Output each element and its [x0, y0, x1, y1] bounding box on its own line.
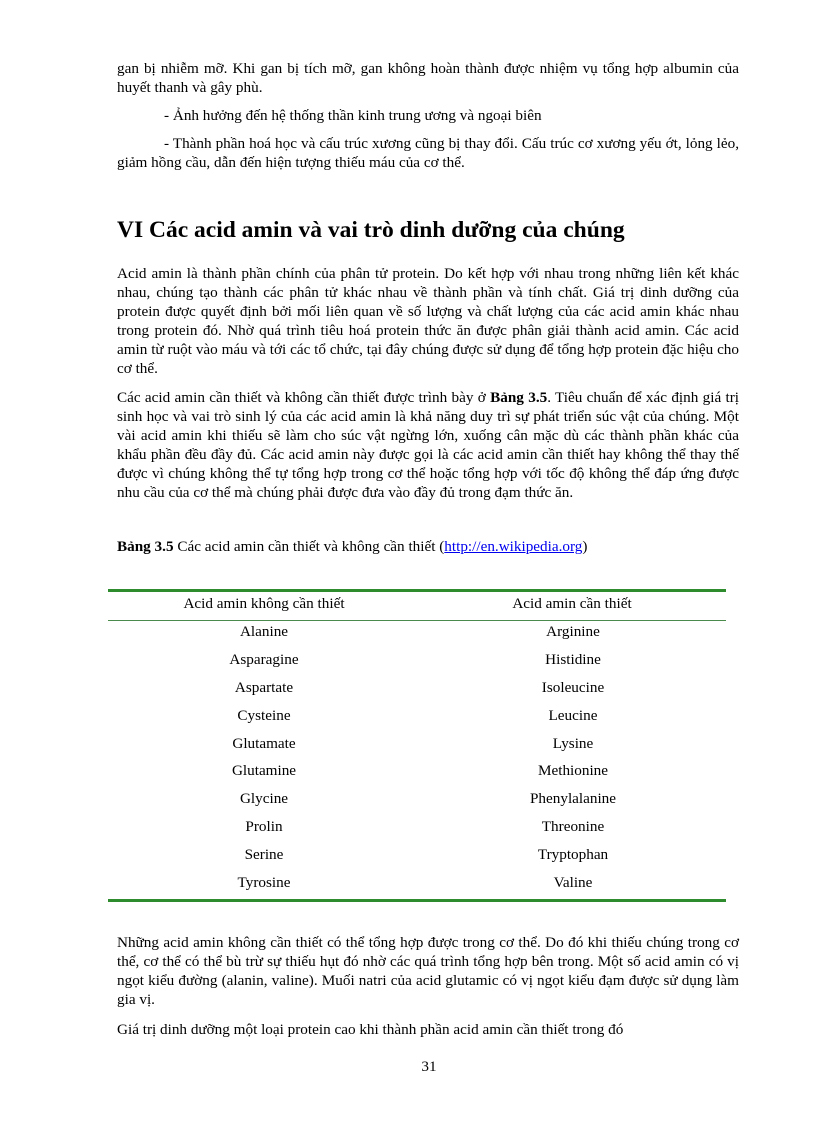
nonessential-cell: Aspartate	[234, 678, 294, 696]
essential-cell: Valine	[553, 874, 593, 892]
table-bottom-rule	[108, 899, 726, 902]
essential-cell: Leucine	[548, 706, 598, 724]
table-caption-close: )	[582, 538, 588, 555]
essential-cell: Methionine	[537, 762, 609, 780]
nonessential-cell: Asparagine	[229, 650, 299, 668]
essential-cell: Histidine	[545, 650, 601, 668]
table-caption-text: Các acid amin cần thiết và không cần thiết (	[173, 538, 445, 555]
nonessential-cell: Serine	[244, 846, 284, 864]
nonessential-cell: Prolin	[245, 818, 283, 836]
table-row	[108, 845, 726, 873]
table-row	[108, 622, 726, 650]
paragraph-nonessential-synthesis: Những acid amin không cần thiết có thể tổng hợp được trong cơ thể. Do đó khi thiếu chúng trong cơ thể, cơ thể có thể bù trừ sự thiếu hụt đó nhờ các quá trình tổng hợp bên trong. Một số acid amin có vị ngọt kiểu đường (alanin, valine). Muối natri của acid glutamic có vị ngọt kiểu đạm được sử dụng làm gia vị.	[117, 934, 739, 1008]
paragraph-liver: gan bị nhiễm mỡ. Khi gan bị tích mỡ, gan không hoàn thành được nhiệm vụ tổng hợp albumin của huyết thanh và gây phù.	[117, 60, 739, 96]
table-row	[108, 650, 726, 678]
nonessential-cell: Glycine	[239, 790, 289, 808]
table-top-rule	[108, 589, 726, 592]
table-row	[108, 789, 726, 817]
table-row	[108, 678, 726, 706]
table-row	[108, 706, 726, 734]
table-caption-label: Bảng 3.5	[117, 538, 174, 555]
nonessential-cell: Glutamate	[232, 734, 296, 752]
paragraph-amino-acid-intro: Acid amin là thành phần chính của phân tử protein. Do kết hợp với nhau trong những liên kết khác nhau, chúng tạo thành các phân tử khác nhau về thành phần và tính chất. Giá trị dinh dưỡng của protein được quyết định bởi mối liên quan về số lượng và chất lượng của các acid amin khác nhau trong protein đó. Nhờ quá trình tiêu hoá protein thức ăn được phân giải thành acid amin. Các acid amin từ ruột vào máu và tới các tổ chức, tại đây chúng được sử dụng để tổng hợp protein đặc hiệu cho cơ thể.	[117, 265, 739, 377]
table-caption	[117, 537, 739, 556]
paragraph-bone-structure: - Thành phần hoá học và cấu trúc xương cũng bị thay đổi. Cấu trúc cơ xương yếu ớt, lỏng lẻo, giảm hồng cầu, dẫn đến hiện tượng thiếu máu của cơ thể.	[117, 135, 739, 171]
paragraph-nutritional-value: Giá trị dinh dưỡng một loại protein cao khi thành phần acid amin cần thiết trong đó	[117, 1021, 624, 1038]
table-row	[108, 873, 726, 901]
essential-cell: Arginine	[546, 623, 600, 640]
nonessential-cell: Cysteine	[237, 706, 291, 724]
table-row	[108, 734, 726, 762]
table-header-rule	[108, 620, 726, 621]
essential-cell: Tryptophan	[537, 846, 609, 864]
page-number: 31	[421, 1058, 437, 1075]
paragraph-nervous-system: - Ảnh hưởng đến hệ thống thần kinh trung ương và ngoại biên	[164, 107, 542, 124]
essential-cell: Threonine	[541, 818, 605, 836]
table-row	[108, 817, 726, 845]
paragraph-essential-amino-acids	[117, 388, 739, 502]
table-reference: Bảng 3.5	[490, 389, 548, 406]
essential-cell: Isoleucine	[541, 678, 605, 696]
nonessential-cell: Glutamine	[231, 762, 297, 780]
paragraph-text-start: Các acid amin cần thiết và không cần thiết được trình bày ở	[117, 389, 491, 406]
essential-cell: Phenylalanine	[529, 790, 617, 808]
nonessential-cell: Tyrosine	[237, 874, 291, 892]
column-header-essential: Acid amin cần thiết	[512, 595, 632, 612]
paragraph-text-end: . Tiêu chuẩn để xác định giá trị sinh học và vai trò sinh lý của các acid amin là khả năng duy trì sự phát triển súc vật của chúng. Một vài acid amin khi thiếu sẽ làm cho súc vật ngừng lớn, xuống cân mặc dù các thành phần khác của khẩu phần đều đầy đủ. Các acid amin này được gọi là các acid amin cần thiết hay không thể thay thế được vì chúng không thể tự tổng hợp trong cơ thể hoặc tổng hợp với tốc độ không thể đáp ứng được nhu cầu của cơ thể mà chúng phải được đưa vào đầy đủ trong đạm thức ăn.	[117, 389, 740, 501]
table-row	[108, 761, 726, 789]
column-header-nonessential: Acid amin không cần thiết	[183, 595, 345, 612]
section-heading: VI Các acid amin và vai trò dinh dưỡng của chúng	[117, 217, 625, 243]
nonessential-cell: Alanine	[239, 623, 289, 640]
amino-acid-table	[108, 622, 726, 901]
essential-cell: Lysine	[552, 734, 594, 752]
wikipedia-link[interactable]: http://en.wikipedia.org	[444, 538, 583, 555]
